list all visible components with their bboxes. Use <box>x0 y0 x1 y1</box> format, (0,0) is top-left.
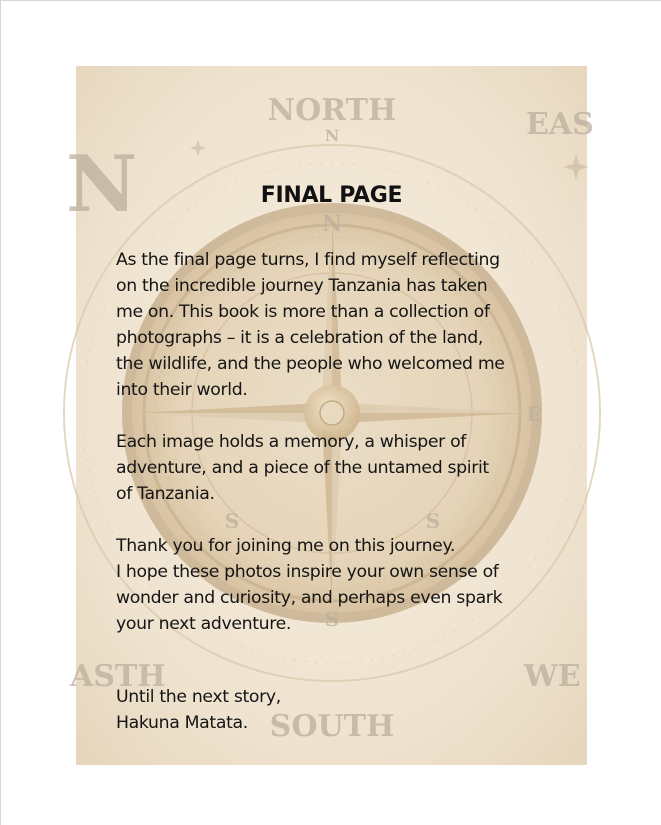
document-page <box>66 66 594 765</box>
paragraph-reflection <box>116 247 556 403</box>
closing-signoff <box>116 684 556 736</box>
page-title: FINAL PAGE <box>260 183 403 208</box>
text-line: photographs – it is a celebration of the land, <box>116 328 484 348</box>
bg-word-e-inner: E <box>526 402 542 426</box>
closing-line: Until the next story, <box>116 687 281 707</box>
body-text <box>116 247 556 663</box>
text-line: of Tanzania. <box>116 484 215 504</box>
text-line: wonder and curiosity, and perhaps even spark <box>116 588 503 608</box>
text-line: into their world. <box>116 380 248 400</box>
text-line: your next adventure. <box>116 614 292 634</box>
text-line: me on. This book is more than a collection of <box>116 302 490 322</box>
text-line: adventure, and a piece of the untamed spirit <box>116 458 489 478</box>
text-line: Thank you for joining me on this journey. <box>116 536 456 556</box>
paragraph-thanks <box>116 533 556 637</box>
bg-word-north: NORTH <box>267 93 397 128</box>
text-line: the wildlife, and the people who welcomed me <box>116 354 505 374</box>
bg-word-west: WE <box>524 659 581 694</box>
paragraph-memory <box>116 429 556 507</box>
bg-word-s-right: S <box>425 509 441 533</box>
bg-word-n-big: N <box>66 139 138 230</box>
bg-word-east-left: ASTH <box>70 659 166 694</box>
bg-word-s-bottom: S <box>324 607 340 631</box>
bg-word-east: EAS <box>526 107 594 142</box>
text-line: I hope these photos inspire your own sense of <box>116 562 499 582</box>
bg-word-s-left: S <box>224 509 240 533</box>
text-line: As the final page turns, I find myself reflecting <box>116 250 500 270</box>
text-line: on the incredible journey Tanzania has taken <box>116 276 488 296</box>
bg-word-n-small: N <box>324 126 340 145</box>
page-content <box>76 66 587 765</box>
closing-line: Hakuna Matata. <box>116 713 248 733</box>
bg-word-n-inner: N <box>321 211 343 237</box>
bg-word-south: SOUTH <box>269 709 395 744</box>
text-line: Each image holds a memory, a whisper of <box>116 432 467 452</box>
